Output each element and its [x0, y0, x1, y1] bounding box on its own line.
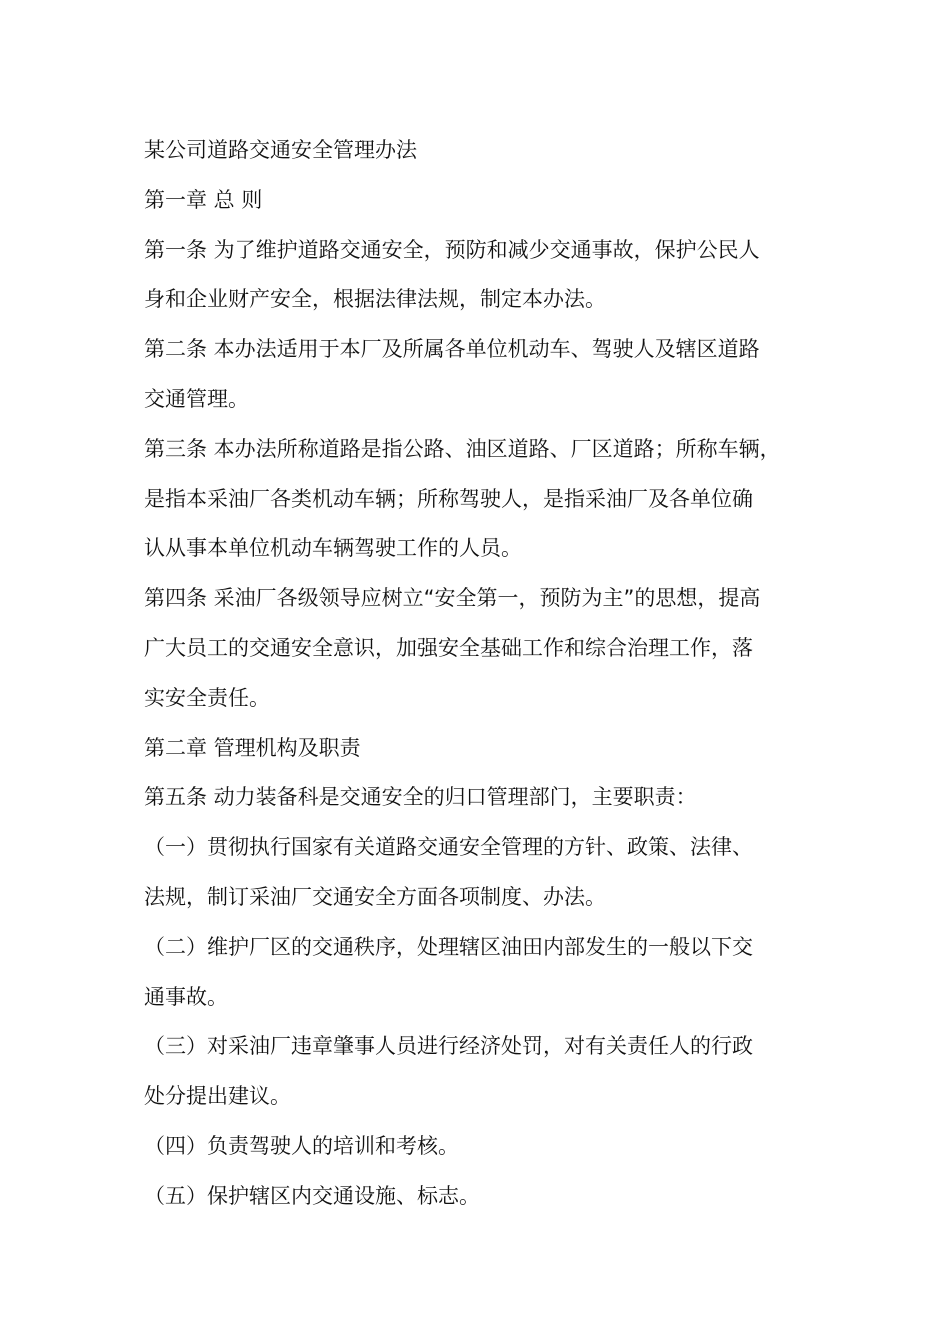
- item-3-line-1: （三）对采油厂违章肇事人员进行经济处罚，对有关责任人的行政: [144, 1034, 753, 1059]
- article-3-line-1: 第三条 本办法所称道路是指公路、油区道路、厂区道路；所称车辆，: [144, 436, 781, 461]
- item-2-line-1: （二）维护厂区的交通秩序，处理辖区油田内部发生的一般以下交: [144, 934, 753, 959]
- item-3-line-2: 处分提出建议。: [144, 1084, 291, 1109]
- item-2-line-2: 通事故。: [144, 984, 228, 1009]
- document-title: 某公司道路交通安全管理办法: [144, 138, 417, 162]
- document-body: [144, 126, 834, 1222]
- chapter-1-heading: 第一章 总 则: [144, 187, 263, 212]
- article-3-line-2: 是指本采油厂各类机动车辆；所称驾驶人，是指采油厂及各单位确: [144, 486, 753, 511]
- article-2-line-2: 交通管理。: [144, 386, 249, 411]
- article-4-line-1: 第四条 采油厂各级领导应树立“安全第一，预防为主”的思想，提高: [144, 586, 761, 611]
- article-4-line-3: 实安全责任。: [144, 685, 270, 710]
- item-1-line-2: 法规，制订采油厂交通安全方面各项制度、办法。: [144, 884, 606, 909]
- article-3-line-3: 认从事本单位机动车辆驾驶工作的人员。: [144, 536, 522, 561]
- article-1-line-1: 第一条 为了维护道路交通安全，预防和减少交通事故，保护公民人: [144, 237, 760, 262]
- item-5-line-1: （五）保护辖区内交通设施、标志。: [144, 1183, 480, 1208]
- item-1-line-1: （一）贯彻执行国家有关道路交通安全管理的方针、政策、法律、: [144, 835, 753, 860]
- article-2-line-1: 第二条 本办法适用于本厂及所属各单位机动车、驾驶人及辖区道路: [144, 337, 760, 362]
- chapter-2-heading: 第二章 管理机构及职责: [144, 735, 361, 760]
- article-1-line-2: 身和企业财产安全，根据法律法规，制定本办法。: [144, 287, 606, 312]
- article-4-line-2: 广大员工的交通安全意识，加强安全基础工作和综合治理工作，落: [144, 635, 753, 660]
- item-4-line-1: （四）负责驾驶人的培训和考核。: [144, 1133, 459, 1158]
- article-5-line-1: 第五条 动力装备科是交通安全的归口管理部门，主要职责：: [144, 785, 697, 810]
